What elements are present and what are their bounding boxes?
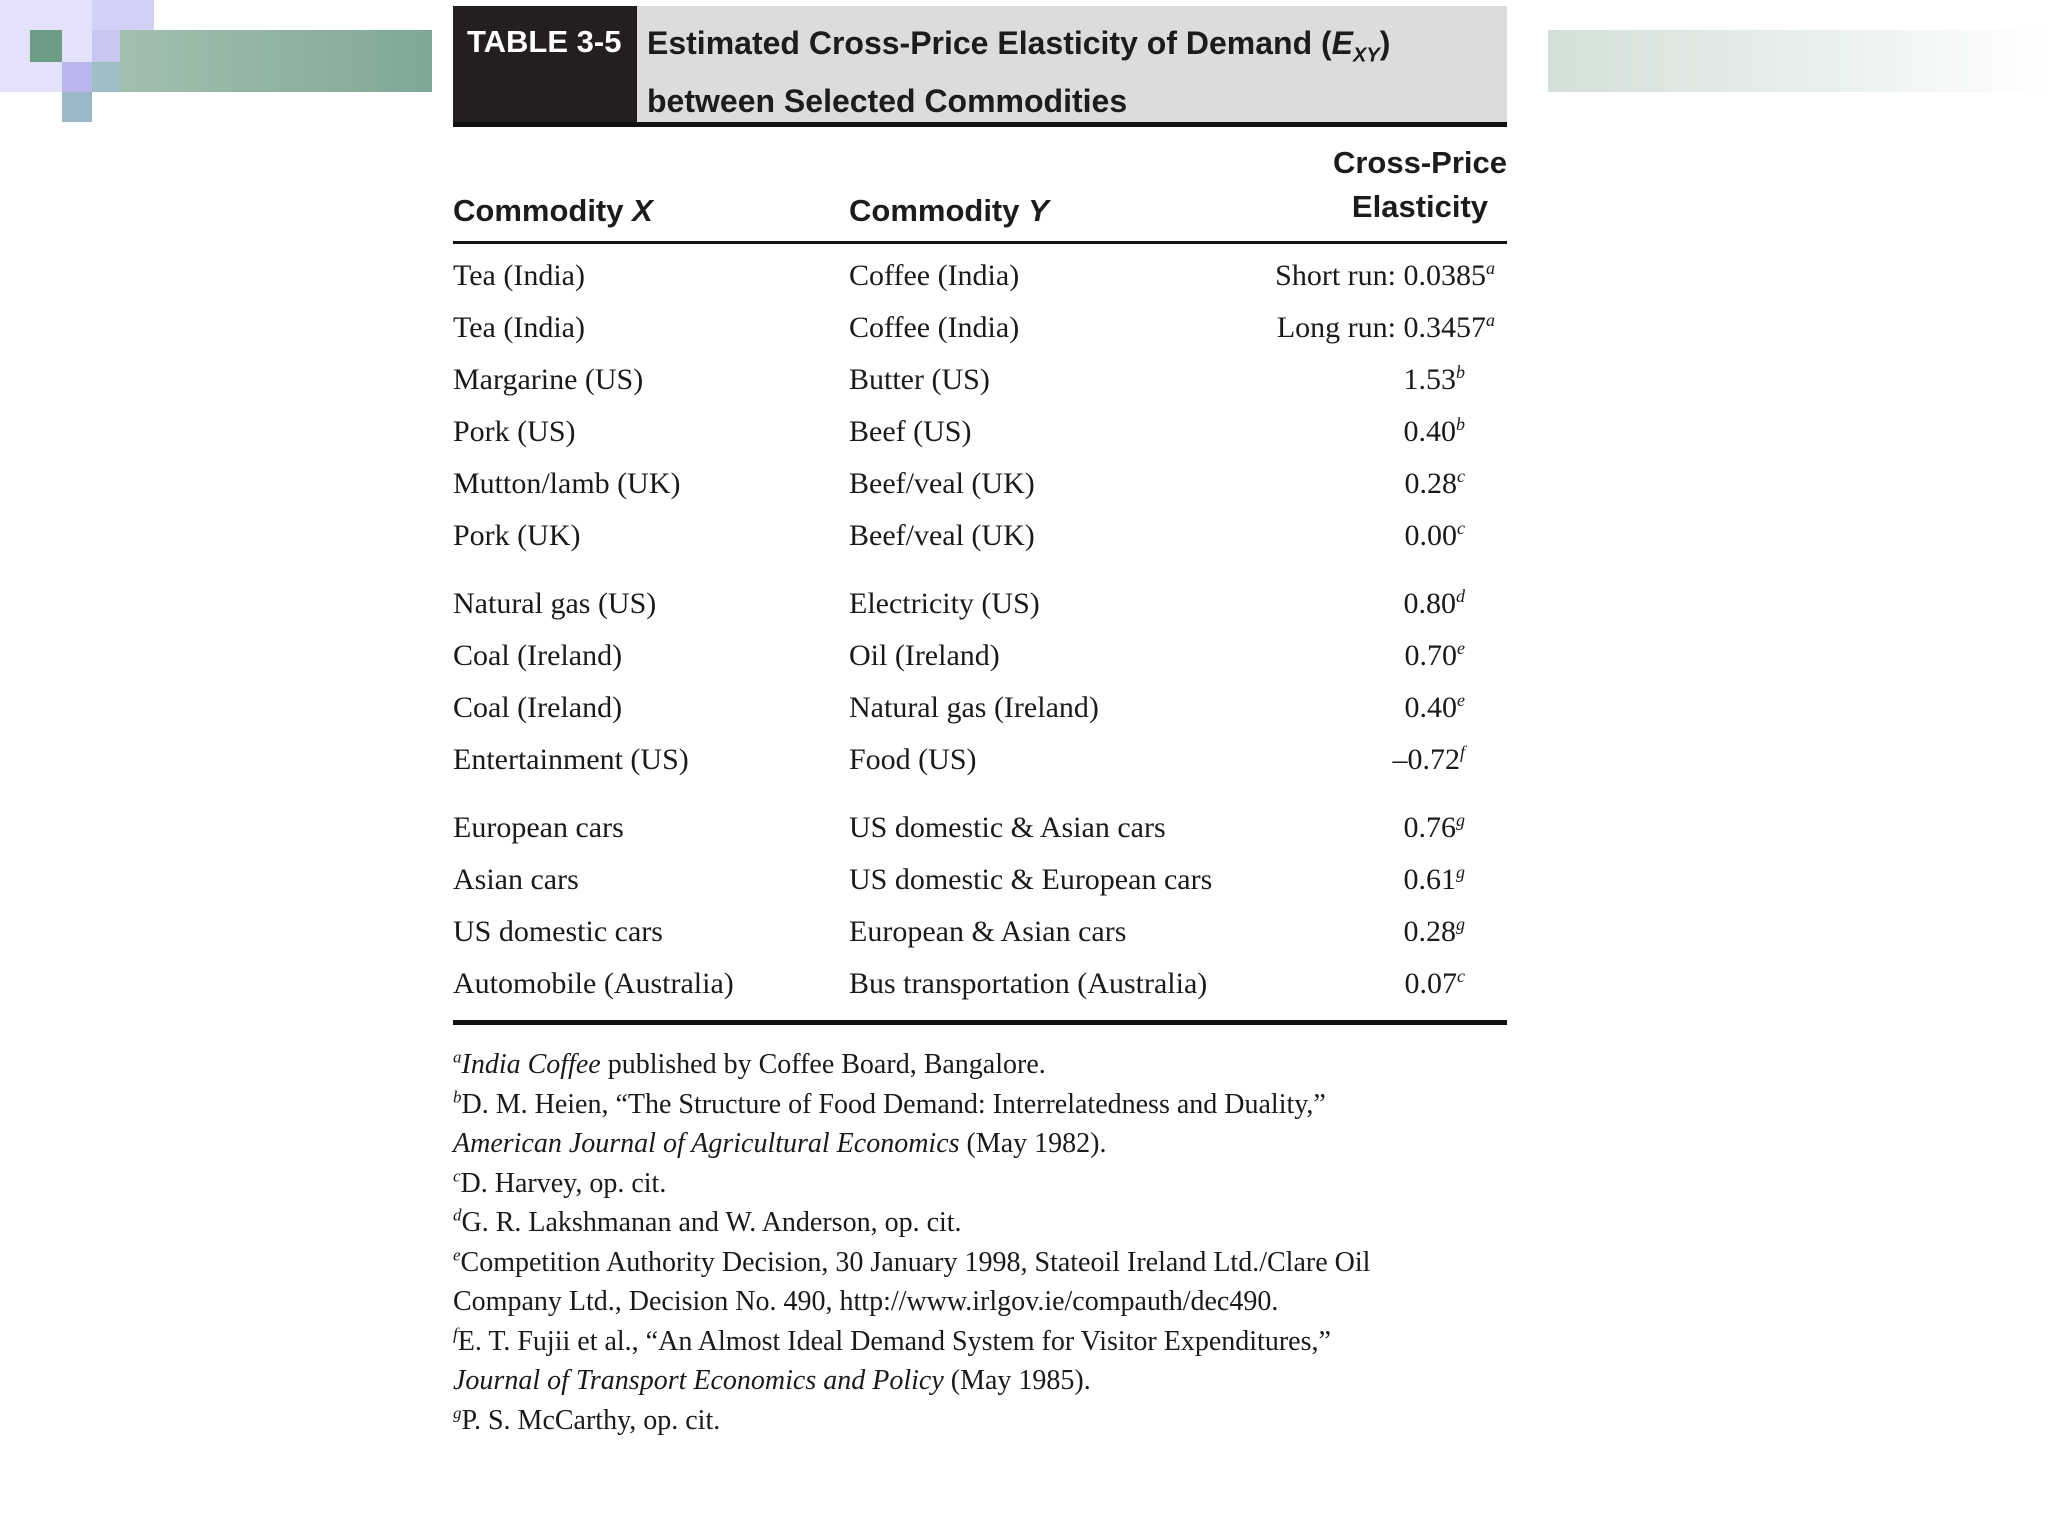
title-line2: between Selected Commodities xyxy=(647,83,1128,120)
table-row: Entertainment (US) Food (US) –0.72$^f$ xyxy=(453,742,1465,776)
table-row: Margarine (US) Butter (US) 1.53$^b$ xyxy=(453,362,1465,396)
footnote-a: $^a$India Coffee published by Coffee Board, Bangalore. xyxy=(453,1047,1046,1080)
col-header-commodity-x: Commodity X xyxy=(453,193,653,228)
table-row: US domestic cars European & Asian cars 0.28$^g$ xyxy=(453,914,1465,948)
table-title xyxy=(637,6,1507,122)
footnote-e: $^e$Competition Authority Decision, 30 January 1998, Stateoil Ireland Ltd./Clare Oil xyxy=(453,1245,1371,1278)
col-header-commodity-y: Commodity Y xyxy=(849,193,1049,228)
footnote-g: $^g$P. S. McCarthy, op. cit. xyxy=(453,1403,721,1436)
table-body xyxy=(453,244,1507,1025)
table-row: Tea (India) Coffee (India) Long run: 0.3457$^a$ xyxy=(453,310,1495,344)
table-row: Mutton/lamb (UK) Beef/veal (UK) 0.28$^c$ xyxy=(453,466,1465,500)
decor-square xyxy=(92,0,154,30)
footnote-f-cont: Journal of Transport Economics and Policy (May 1985). xyxy=(453,1365,1091,1396)
table-header xyxy=(453,6,1507,127)
table-row: Natural gas (US) Electricity (US) 0.80$^d$ xyxy=(453,586,1465,620)
table-number: TABLE 3-5 xyxy=(453,6,637,122)
col-header-elasticity: Cross-Price Elasticity xyxy=(1332,145,1507,224)
decor-square xyxy=(62,92,92,122)
decor-square xyxy=(62,62,92,92)
footnote-e-cont: Company Ltd., Decision No. 490, http://www.irlgov.ie/compauth/dec490. xyxy=(453,1286,1279,1317)
title-line1: Estimated Cross-Price Elasticity of Demand $(E_{XY})$ xyxy=(647,25,1391,67)
decor-square xyxy=(92,62,122,92)
header-bar-left xyxy=(120,30,432,92)
elasticity-table xyxy=(453,6,1507,1440)
table-row: Asian cars US domestic & European cars 0.61$^g$ xyxy=(453,862,1465,896)
decor-square xyxy=(30,30,62,62)
header-bar-right xyxy=(1548,30,2048,92)
table-row: Coal (Ireland) Oil (Ireland) 0.70e xyxy=(453,638,1465,672)
table-row: Tea (India) Coffee (India) Short run: 0.0385$^a$ xyxy=(453,258,1495,292)
decor-square xyxy=(92,30,122,62)
table-row: European cars US domestic & Asian cars 0.76$^g$ xyxy=(453,810,1465,844)
table-footnotes xyxy=(453,1025,1507,1440)
footnote-b-cont: American Journal of Agricultural Economics (May 1982). xyxy=(453,1128,1107,1159)
footnote-d: $^d$G. R. Lakshmanan and W. Anderson, op. cit. xyxy=(453,1205,962,1238)
footnote-b: $^b$D. M. Heien, “The Structure of Food Demand: Interrelatedness and Duality,” xyxy=(453,1087,1326,1120)
column-headers xyxy=(453,127,1507,244)
table-row: Automobile (Australia) Bus transportation (Australia) 0.07$^c$ xyxy=(453,966,1465,1000)
footnote-f: $^f$E. T. Fujii et al., “An Almost Ideal Demand System for Visitor Expenditures,” xyxy=(453,1324,1331,1357)
table-row: Pork (US) Beef (US) 0.40$^b$ xyxy=(453,414,1465,448)
table-row: Coal (Ireland) Natural gas (Ireland) 0.40e xyxy=(453,690,1465,724)
table-row: Pork (UK) Beef/veal (UK) 0.00$^c$ xyxy=(453,518,1465,552)
footnote-c: $^c$D. Harvey, op. cit. xyxy=(453,1166,667,1199)
